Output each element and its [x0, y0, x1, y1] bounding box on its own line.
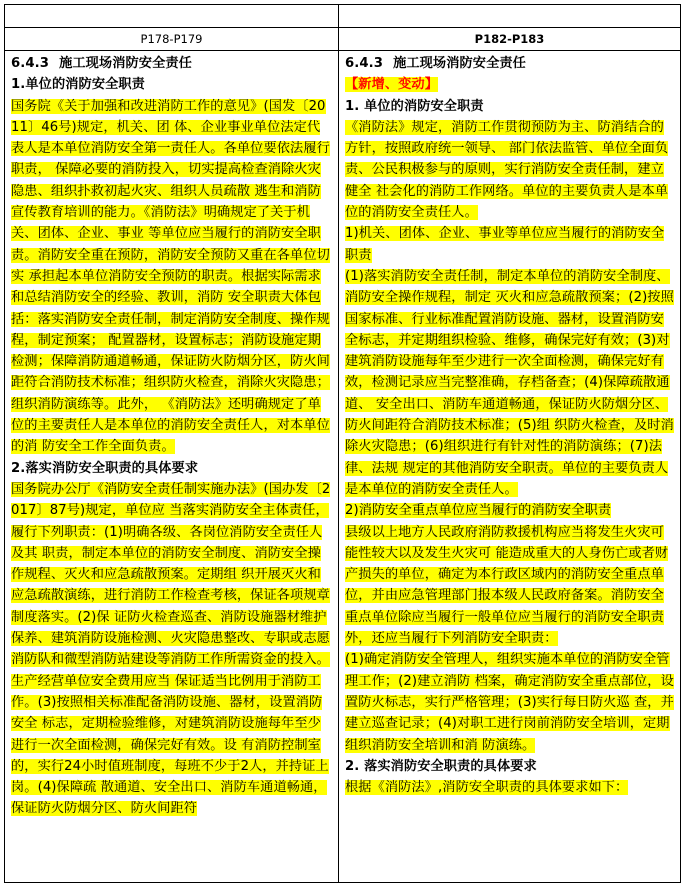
right-paragraph-4: 2)消防安全重点单位应当履行的消防安全职责: [345, 503, 612, 519]
page-range-row: [5, 28, 681, 51]
blank-row: [5, 5, 681, 28]
right-paragraph-5: 县级以上地方人民政府消防救援机构应当将发生火灾可能性较大以及发生火灾可 能造成重大的人身伤亡或者财产损失的单位，确定为本行政区域内的消防安全重点单 位，并由应急管理部门报本级人民政府备案。消防安全重点单位除应当履行一般单位应当履行的消防安全职责外，还应当履行下列消防安全职责：: [345, 524, 669, 647]
right-paragraph-1: 《消防法》规定，消防工作贯彻预防为主、防消结合的方针，按照政府统一领导、 部门依法监管、单位全面负责、公民积极参与的原则，实行消防安全责任制，建立健全 社会化的消防工作网络。单位的主要负责人是本单位的消防安全责任人。: [345, 119, 669, 221]
right-change-tag: 【新增、变动】: [345, 77, 439, 93]
right-paragraph-2: 1)机关、团体、企业、事业等单位应当履行的消防安全职责: [345, 226, 665, 263]
comparison-table: [4, 4, 681, 883]
left-paragraph-2: 国务院办公厅《消防安全责任制实施办法》(国办发〔2017〕87号)规定，单位应 当落实消防安全主体责任，履行下列职责：(1)明确各级、各岗位消防安全责任人及其 职责，制定本单位的消防安全制度、消防安全操作规程、灭火和应急疏散预案。定期组 织开展灭火和应急疏散演练，进行消防工作检查考核，保证各项规章制度落实。(2)保 证防火检查巡查、消防设施器材维护保养、建筑消防设施检测、火灾隐患整改、专职或志愿消防队和微型消防站建设等消防工作所需资金的投入。生产经营单位安全费用应当 保证适当比例用于消防工作。(3)按照相关标准配备消防设施、器材，设置消防安全 标志，定期检验维修，对建筑消防设施每年至少进行一次全面检测，确保完好有效。设 有消防控制室的，实行24小时值班制度，每班不少于2人，并持证上岗。(4)保障疏 散通道、安全出口、消防车通道畅通，保证防火防烟分区、防火间距符: [11, 481, 331, 817]
right-paragraph-3: (1)落实消防安全责任制，制定本单位的消防安全制度、消防安全操作规程，制定 灭火和应急疏散预案；(2)按照国家标准、行业标准配置消防设施、器材，设置消防安 全标志，并定期组织检验、维修，确保完好有效；(3)对建筑消防设施每年至少进行一次全面检测，确保完好有效，检测记录应当完整准确，存档备查；(4)保障疏散通道、 安全出口、消防车通道畅通，保证防火防烟分区、防火间距符合消防技术标准；(5)组 织防火检查，及时消除火灾隐患；(6)组织进行有针对性的消防演练；(7)法律、法规 规定的其他消防安全职责。单位的主要负责人是本单位的消防安全责任人。: [345, 268, 674, 497]
blank-cell-left: [5, 5, 339, 28]
left-column: [5, 51, 339, 883]
left-paragraph-1: 国务院《关于加强和改进消防工作的意见》(国发〔2011〕46号)规定，机关、团 体、企业事业单位法定代表人是本单位消防安全第一责任人。各单位要依法履行职责， 保障必要的消防投入，切实提高检查消除火灾隐患、组织扑救初起火灾、组织人员疏散 逃生和消防宣传教育培训的能力。《消防法》明确规定了关于机关、团体、企业、事业 等单位应当履行的消防安全职责。消防安全重在预防，消防安全预防又重在各单位切实 承担起本单位消防安全预防的职责。根据实际需求和总结消防安全的经验、教训，消防 安全职责大体包括：落实消防安全责任制，制定消防安全制度、操作规程，制定预案； 配置器材，设置标志；消防设施定期检测；保障消防通道畅通，保证防火防烟分区，防火间距符合消防技术标准；组织防火检查，消除火灾隐患；组织消防演练等。此外， 《消防法》还明确规定了单位的主要责任人是本单位的消防安全责任人，对本单位的消 防安全工作全面负责。: [11, 98, 330, 455]
right-heading-1: 1. 单位的消防安全职责: [345, 98, 484, 114]
left-heading-2: 2.落实消防安全职责的具体要求: [11, 460, 199, 476]
right-column: [339, 51, 681, 883]
page-range-right: P182-P183: [339, 28, 681, 51]
right-paragraph-6: (1)确定消防安全管理人，组织实施本单位的消防安全管理工作；(2)建立消防 档案，确定消防安全重点部位，设置防火标志，实行严格管理；(3)实行每日防火巡 查，并建立巡查记录；(4)对职工进行岗前消防安全培训，定期组织消防安全培训和消 防演练。: [345, 652, 674, 753]
right-heading-2: 2. 落实消防安全职责的具体要求: [345, 758, 537, 774]
content-row: [5, 51, 681, 883]
left-heading-1: 1.单位的消防安全职责: [11, 77, 145, 93]
blank-cell-right: [339, 5, 681, 28]
page-range-left: P178-P179: [5, 28, 339, 51]
right-section-heading: 6.4.3 施工现场消防安全责任: [345, 56, 526, 71]
left-section-heading: 6.4.3 施工现场消防安全责任: [11, 56, 192, 71]
right-paragraph-7: 根据《消防法》,消防安全职责的具体要求如下：: [345, 780, 629, 796]
